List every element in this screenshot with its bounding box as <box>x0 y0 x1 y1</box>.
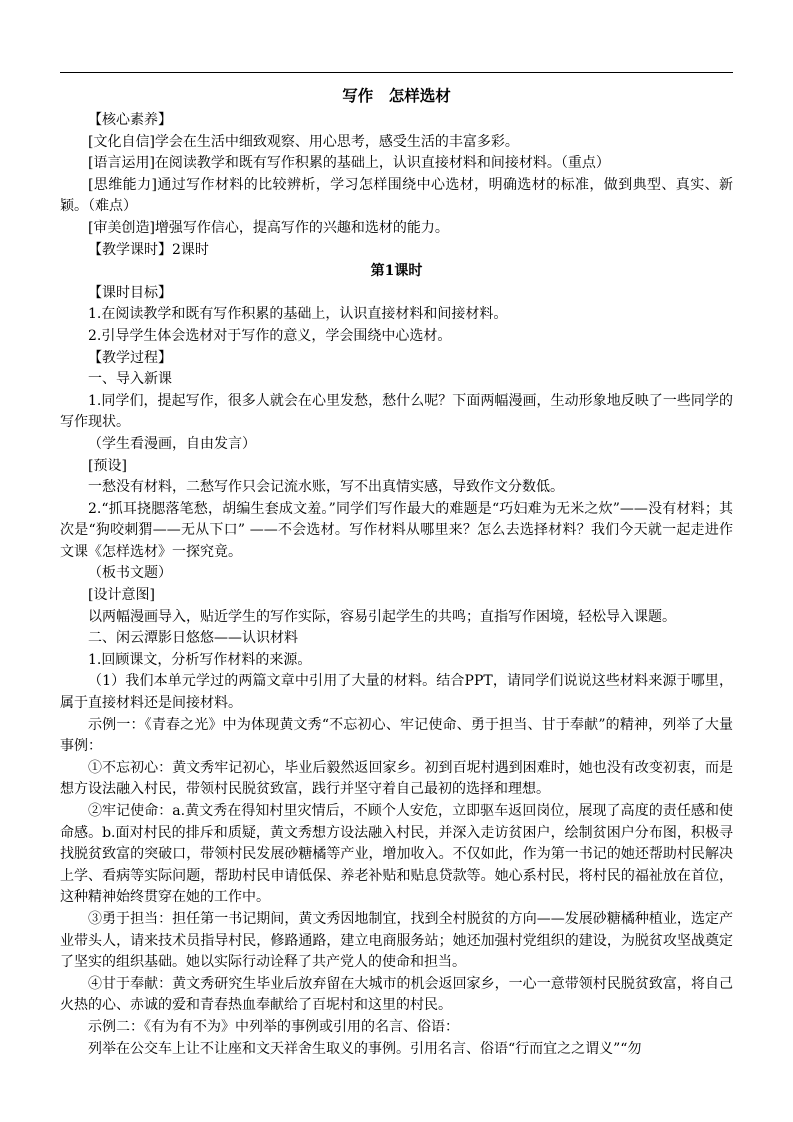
section-heading-goals: 【课时目标】 <box>88 284 172 301</box>
header-rule <box>60 72 733 73</box>
document-body <box>60 84 733 1060</box>
paragraph: ④甘于奉献：黄文秀研究生毕业后放弃留在大城市的机会返回家乡，一心一意带领村民脱贫致富，将自己火热的心、赤诚的爱和青春热血奉献给了百坭村和这里的村民。 <box>60 975 733 1014</box>
paragraph: [设计意图] <box>88 587 155 604</box>
paragraph: （学生看漫画，自由发言） <box>88 435 256 452</box>
paragraph: [审美创造]增强写作信心，提高写作的兴趣和选材的能力。 <box>88 219 449 236</box>
paragraph: [预设] <box>88 457 127 474</box>
paragraph: 2.引导学生体会选材对于写作的意义，学会围绕中心选材。 <box>88 327 452 344</box>
paragraph: [文化自信]学会在生活中细致观察、用心思考，感受生活的丰富多彩。 <box>88 133 519 150</box>
paragraph: 列举在公交车上让不让座和文天祥舍生取义的事例。引用名言、俗语“行而宜之之谓义”“勿 <box>88 1040 642 1057</box>
paragraph: ①不忘初心：黄文秀牢记初心，毕业后毅然返回家乡。初到百坭村遇到困难时，她也没有改变初衷，而是想方设法融入村民，带领村民脱贫致富，践行并坚守着自己最初的选择和理想。 <box>60 759 733 798</box>
paragraph: 二、闲云潭影日悠悠——认识材料 <box>88 630 298 647</box>
lesson-subtitle: 第1课时 <box>370 263 423 280</box>
paragraph: 1.在阅读教学和既有写作积累的基础上，认识直接材料和间接材料。 <box>88 306 508 323</box>
section-heading-periods: 【教学课时】2课时 <box>88 241 209 258</box>
paragraph: [思维能力]通过写作材料的比较辨析，学习怎样围绕中心选材，明确选材的标准，做到典型、真实、新颖。（难点） <box>60 176 733 215</box>
paragraph: 以两幅漫画导入，贴近学生的写作实际，容易引起学生的共鸣；直指写作困境，轻松导入课题。 <box>88 608 676 625</box>
paragraph: 1.同学们，提起写作，很多人就会在心里发愁，愁什么呢？下面两幅漫画，生动形象地反映了一些同学的写作现状。 <box>60 392 733 431</box>
paragraph: 2.“抓耳挠腮落笔愁，胡编生套成文羞。”同学们写作最大的难题是“巧妇难为无米之炊”——没有材料；其次是“狗咬刺猬——无从下口” ——不会选材。写作材料从哪里来？怎么去选择材料？我们今天就一起走进作文课《怎样选材》一探究竟。 <box>60 500 733 560</box>
paragraph: 示例一：《青春之光》中为体现黄文秀“不忘初心、牢记使命、勇于担当、甘于奉献”的精神，列举了大量事例： <box>60 716 733 755</box>
paragraph: 1.回顾课文，分析写作材料的来源。 <box>88 651 312 668</box>
paragraph: 示例二：《有为有不为》中列举的事例或引用的名言、俗语： <box>88 1018 459 1035</box>
paragraph: ③勇于担当：担任第一书记期间，黄文秀因地制宜，找到全村脱贫的方向——发展砂糖橘种植业，选定产业带头人，请来技术员指导村民，修路通路，建立电商服务站；她还加强村党组织的建设，为脱贫攻坚战奠定了坚实的组织基础。她以实际行动诠释了共产党人的使命和担当。 <box>60 910 733 971</box>
section-heading-core-literacy: 【核心素养】 <box>88 112 172 128</box>
section-heading-process: 【教学过程】 <box>88 349 172 366</box>
paragraph: 一愁没有材料，二愁写作只会记流水账，写不出真情实感，导致作文分数低。 <box>88 479 564 496</box>
paragraph: （板书文题） <box>88 565 172 582</box>
paragraph: 一、导入新课 <box>88 371 172 388</box>
paragraph: ②牢记使命：a.黄文秀在得知村里灾情后，不顾个人安危，立即驱车返回岗位，展现了高度的责任感和使命感。b.面对村民的排斥和质疑，黄文秀想方设法融入村民，并深入走访贫困户，绘制贫困户分布图，积极寻找脱贫致富的突破口，带领村民发展砂糖橘等产业，增加收入。不仅如此，作为第一书记的她还帮助村民解决上学、看病等实际问题，帮助村民申请低保、养老补贴和贴息贷款等。她心系村民，将村民的福祉放在首位，这种精神始终贯穿在她的工作中。 <box>60 803 733 906</box>
paragraph: （1）我们本单元学过的两篇文章中引用了大量的材料。结合PPT，请同学们说说这些材料来源于哪里，属于直接材料还是间接材料。 <box>60 673 733 712</box>
paragraph: [语言运用]在阅读教学和既有写作积累的基础上，认识直接材料和间接材料。（重点） <box>88 155 610 172</box>
document-title: 写作 怎样选材 <box>342 86 451 105</box>
